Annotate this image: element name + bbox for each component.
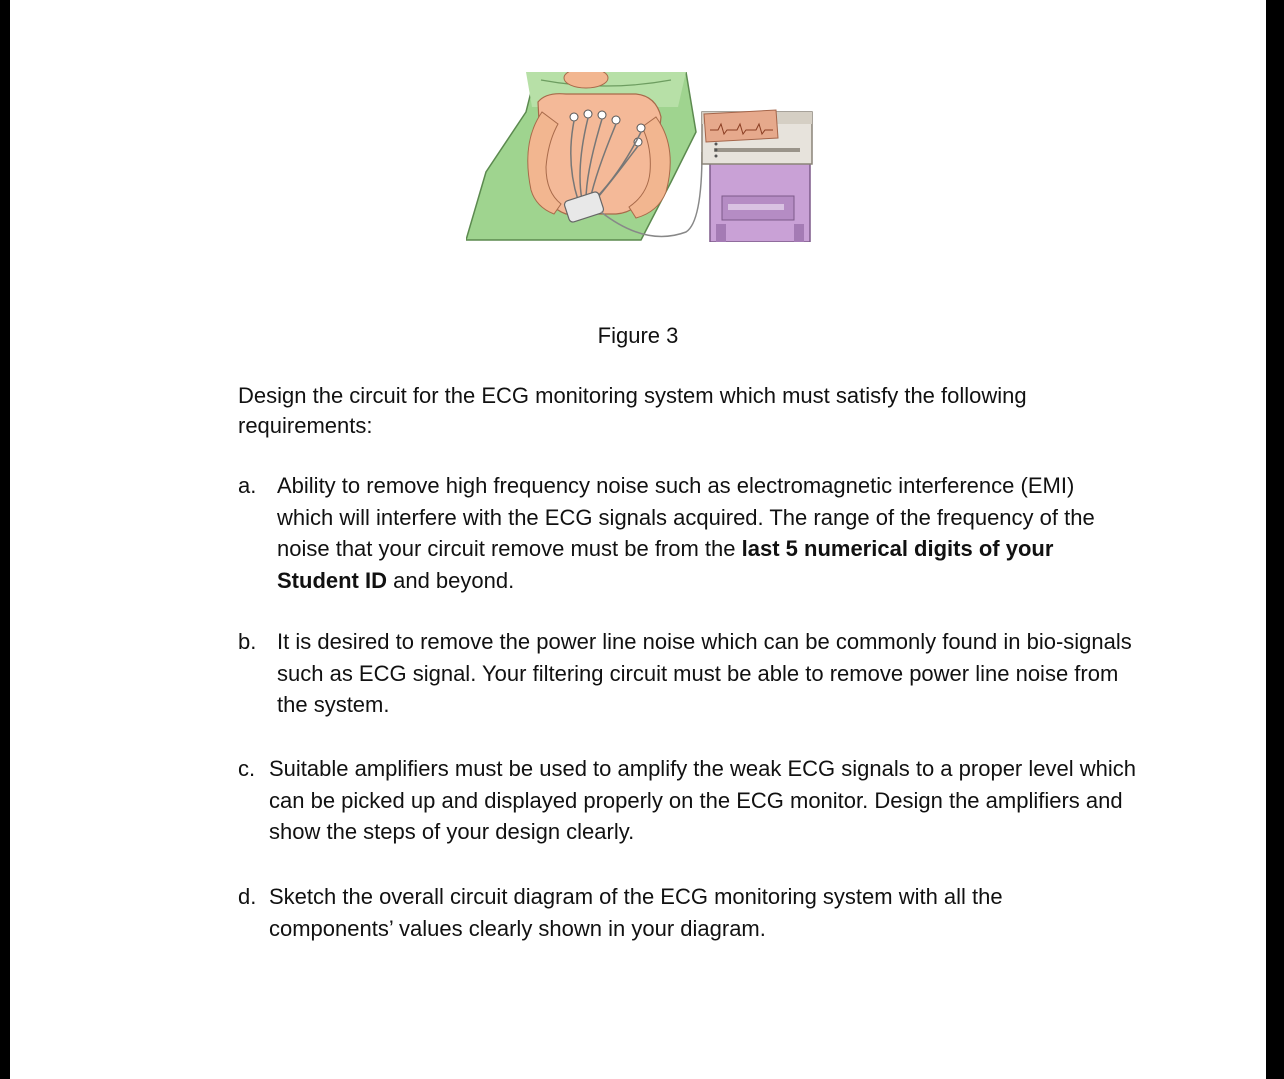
ecg-patient-illustration — [466, 72, 822, 242]
document-page — [10, 0, 1266, 1079]
requirement-text-end: and beyond. — [387, 567, 515, 593]
requirement-text: Sketch the overall circuit diagram of the ECG monitoring system with all the components’ values clearly shown in your diagram. — [269, 884, 1003, 941]
requirement-text: Suitable amplifiers must be used to amplify the weak ECG signals to a proper level which can be picked up and displayed properly on the ECG monitor. Design the amplifiers and show the steps of your design clearly. — [269, 756, 1136, 844]
requirement-marker: b. — [238, 629, 257, 654]
requirement-text: It is desired to remove the power line noise which can be commonly found in bio-signals such as ECG signal. Your filtering circuit must be able to remove power line noise from the system. — [277, 629, 1132, 717]
requirement-text-plain: Ability to remove high frequency noise such as electromagnetic interference (EMI) which will interfere with the ECG signals acquired. The range of the frequency of the noise that your circuit remove must be from the — [277, 473, 1095, 561]
requirement-marker: d. — [238, 884, 257, 909]
intro-paragraph: Design the circuit for the ECG monitoring system which must satisfy the following requirements: — [238, 383, 1027, 438]
requirement-text — [277, 470, 1097, 596]
requirement-text-bold: last 5 numerical digits of your Student ID — [277, 536, 1054, 593]
figure-caption: Figure 3 — [597, 323, 679, 348]
requirement-marker: a. — [238, 473, 257, 498]
requirement-marker: c. — [238, 756, 256, 781]
